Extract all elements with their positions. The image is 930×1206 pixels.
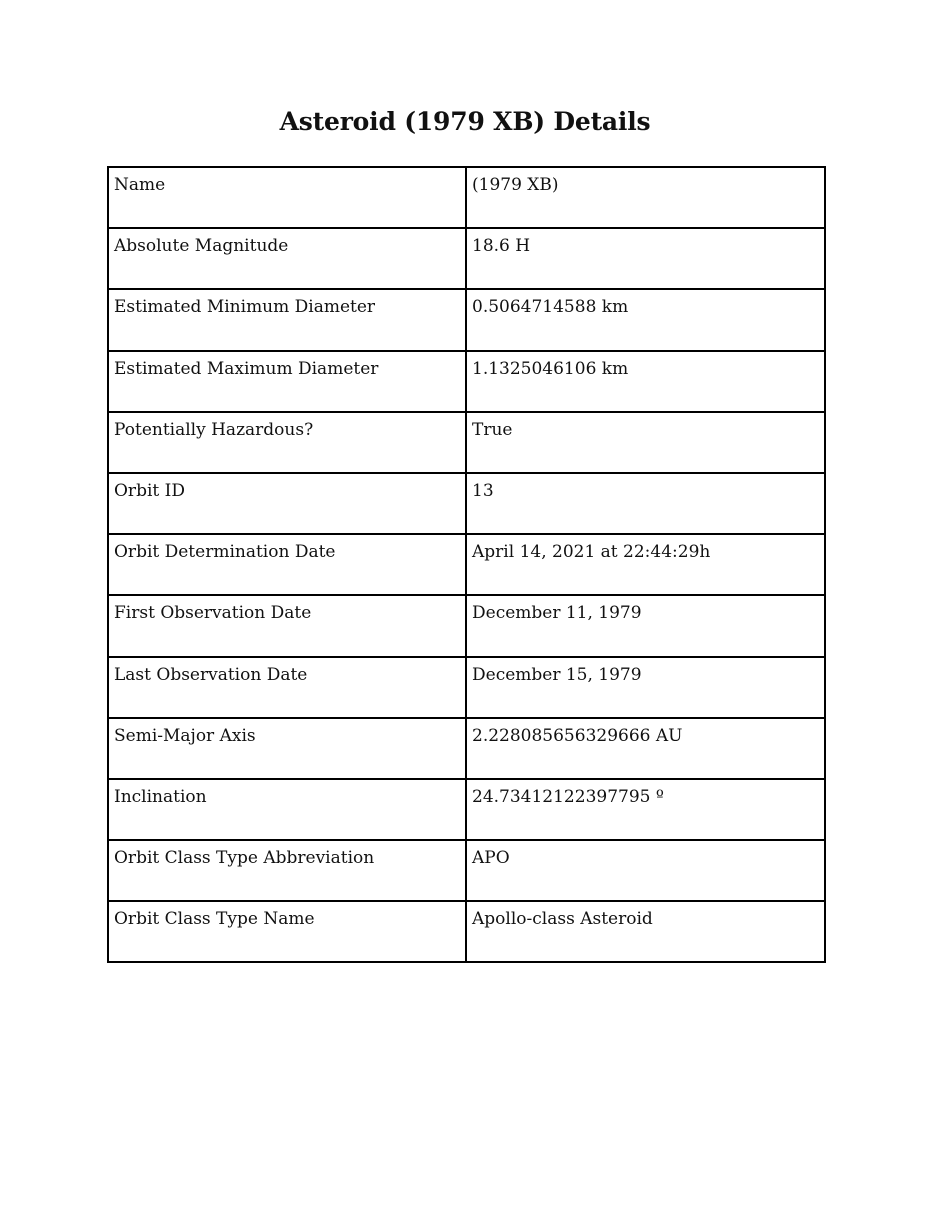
table-row-semi-major-axis bbox=[108, 718, 825, 779]
row-label: Last Observation Date bbox=[108, 657, 466, 718]
row-value: True bbox=[466, 412, 825, 473]
table-row-inclination bbox=[108, 779, 825, 840]
row-label: Orbit ID bbox=[108, 473, 466, 534]
row-label: Orbit Class Type Abbreviation bbox=[108, 840, 466, 901]
row-value: (1979 XB) bbox=[466, 167, 825, 228]
table-row-orbit-class-name bbox=[108, 901, 825, 962]
row-label: Orbit Class Type Name bbox=[108, 901, 466, 962]
row-value: April 14, 2021 at 22:44:29h bbox=[466, 534, 825, 595]
row-label: Absolute Magnitude bbox=[108, 228, 466, 289]
row-value: 24.73412122397795 º bbox=[466, 779, 825, 840]
table-row-min-diameter bbox=[108, 289, 825, 350]
table-row-first-observation bbox=[108, 595, 825, 656]
page-title: Asteroid (1979 XB) Details bbox=[279, 107, 651, 136]
table-row-orbit-determination-date bbox=[108, 534, 825, 595]
row-label: Estimated Minimum Diameter bbox=[108, 289, 466, 350]
table-row-orbit-class-abbreviation bbox=[108, 840, 825, 901]
row-label: Potentially Hazardous? bbox=[108, 412, 466, 473]
row-label: First Observation Date bbox=[108, 595, 466, 656]
table-row-orbit-id bbox=[108, 473, 825, 534]
table-row-absolute-magnitude bbox=[108, 228, 825, 289]
table-row-last-observation bbox=[108, 657, 825, 718]
asteroid-details-table bbox=[107, 166, 826, 963]
row-value: 0.5064714588 km bbox=[466, 289, 825, 350]
row-label: Semi-Major Axis bbox=[108, 718, 466, 779]
row-value: December 11, 1979 bbox=[466, 595, 825, 656]
row-label: Inclination bbox=[108, 779, 466, 840]
row-value: 1.1325046106 km bbox=[466, 351, 825, 412]
row-value: 18.6 H bbox=[466, 228, 825, 289]
row-value: December 15, 1979 bbox=[466, 657, 825, 718]
table-row-name bbox=[108, 167, 825, 228]
row-value: 13 bbox=[466, 473, 825, 534]
row-label: Orbit Determination Date bbox=[108, 534, 466, 595]
row-label: Estimated Maximum Diameter bbox=[108, 351, 466, 412]
row-value: 2.228085656329666 AU bbox=[466, 718, 825, 779]
row-value: Apollo-class Asteroid bbox=[466, 901, 825, 962]
row-value: APO bbox=[466, 840, 825, 901]
table-row-max-diameter bbox=[108, 351, 825, 412]
table-row-hazardous bbox=[108, 412, 825, 473]
row-label: Name bbox=[108, 167, 466, 228]
